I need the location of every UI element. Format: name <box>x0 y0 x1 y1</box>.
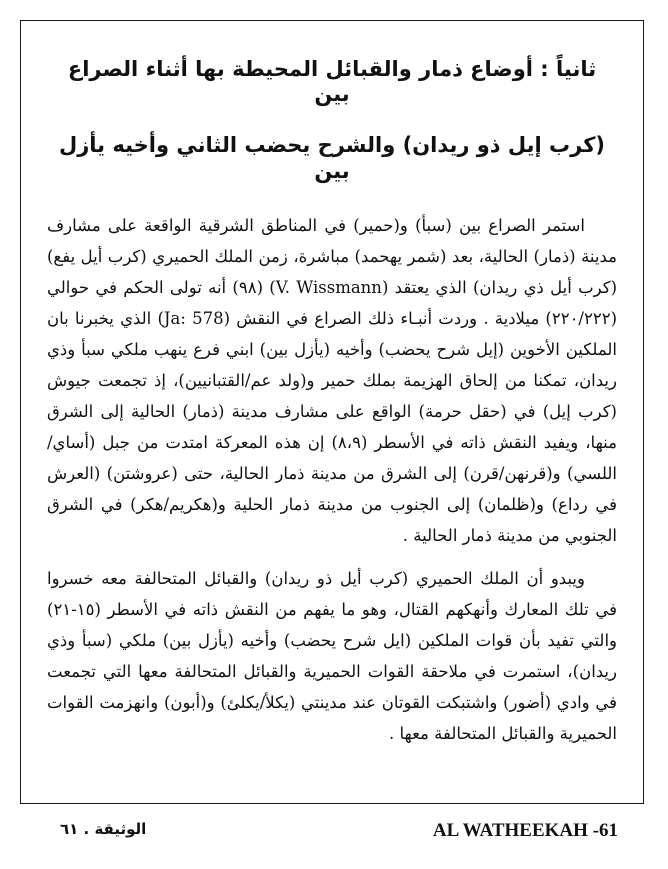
section-heading-line-2: (كرب إيل ذو ريدان) والشرح يحضب الثاني وأخيه يأزل بين <box>58 133 606 183</box>
section-heading-line-1: ثانياً : أوضاع ذمار والقبائل المحيطة بها أثناء الصراع بين <box>67 57 597 107</box>
body-paragraph-1: استمر الصراع بين (سبأ) و(حمير) في المناطق الشرقية الواقعة على مشارف مدينة (ذمار) الحالية، بعد (شمر يهحمد) مباشرة، زمن الملك الحميري (كرب أيل يفع) (كرب أيل ذي ريدان) الذي يعتقد (V. Wissmann) (٩٨) أنه تولى الحكم في حوالي (٢٢٠/٢٢٢) ميلادية . وردت أنبـاء ذلك الصراع في النقش (Ja: 578) الذي يخبرنا بان الملكين الأخوين (إيل شرح يحضب) وأخيه (يأزل بين) ابني فرع ينهب ملكي سبأ وذي ريدان، تمكنا من إلحاق الهزيمة بملك حمير و(ولد عم/القتبانيين)، إذ تجمعت جيوش (كرب إيل) في (حقل حرمة) الواقع على مشارف مدينة (ذمار) الحالية إلى الشرق منها، ويفيد النقش ذاته في الأسطر (٨،٩) إن هذه المعركة امتدت من جبل (أساي/اللسي) و(قرنهن/قرن) إلى الشرق من مدينة ذمار الحالية، حتى (عروشتن) (العرش في رداع) و(ظلمان) إلى الجنوب من مدينة ذمار الحلية و(هكريم/هكر) في الشرق الجنوبي من مدينة ذمار الحالية . <box>47 215 618 545</box>
page-frame <box>20 20 644 804</box>
body-paragraph-2: ويبدو أن الملك الحميري (كرب أيل ذو ريدان) والقبائل المتحالفة معه خسروا في تلك المعارك وأنهكهم القتال، وهو ما يفهم من النقش ذاته في الأسطر (١٥-٢١) والتي تفيد بأن قوات الملكين (ايل شرح يحضب) وأخيه (يأزل بين) ملكي (سبأ وذي ريدان)، استمرت في ملاحقة القوات الحميرية والقبائل المتحالفة معها التي تجمعت في وادي (أضور) واشتبكت القوتان عند مدينتي (يكلأ/يكلئ) و(أبون) وانهزمت القوات الحميرية والقبائل المتحالفة معها . <box>47 568 617 743</box>
footer-journal-english: AL WATHEEKAH -61 <box>432 820 618 841</box>
page-footer <box>0 820 668 850</box>
footer-journal-arabic: الوثيقة . ٦١ <box>60 820 147 838</box>
